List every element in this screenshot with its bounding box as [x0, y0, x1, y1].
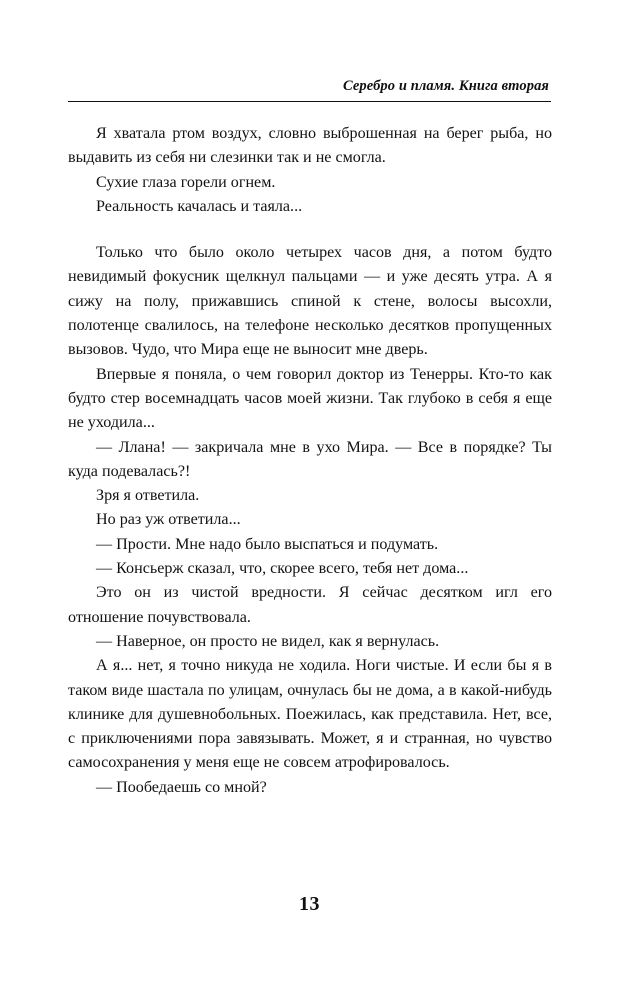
- paragraph: Зря я ответила.: [96, 487, 200, 505]
- paragraph: — Прости. Мне надо было выспаться и подумать.: [96, 535, 439, 553]
- body-text: [68, 122, 552, 800]
- header-divider: [68, 101, 551, 102]
- paragraph: Сухие глаза горели огнем.: [96, 173, 276, 191]
- paragraph: Реальность качалась и таяла...: [96, 197, 303, 215]
- page-header: [68, 78, 551, 102]
- paragraph: — Ллана! — закричала мне в ухо Мира. — Все в порядке? Ты куда подевалась?!: [68, 438, 552, 480]
- paragraph: Я хватала ртом воздух, словно выброшенная на берег рыба, но выдавить из себя ни слезинки так и не смогла.: [68, 125, 552, 167]
- paragraph: Это он из чистой вредности. Я сейчас десятком игл его отношение почувствовала.: [68, 584, 552, 626]
- running-title: Серебро и пламя. Книга вторая: [342, 78, 549, 94]
- paragraph: Впервые я поняла, о чем говорил доктор из Тенерры. Кто-то как будто стер восемнадцать часов моей жизни. Так глубоко в себя я еще не уходила...: [68, 365, 552, 432]
- page-number: 13: [299, 893, 320, 915]
- paragraph: А я... нет, я точно никуда не ходила. Ноги чистые. И если бы я в таком виде шастала по улицам, очнулась бы не дома, а в какой-нибудь клинике для душевнобольных. Поежилась, как представила. Нет, все, с приключениями пора завязывать. Может, я и странная, но чувство самосохранения у меня еще не совсем атрофировалось.: [68, 657, 552, 772]
- paragraph: Но раз уж ответила...: [96, 511, 241, 529]
- paragraph: Только что было около четырех часов дня, а потом будто невидимый фокусник щелкнул пальцами — и уже десять утра. А я сижу на полу, прижавшись спиной к стене, волосы высохли, полотенце свалилось, на телефоне несколько десятков пропущенных вызовов. Чудо, что Мира еще не выносит мне дверь.: [68, 244, 552, 359]
- paragraph: — Пообедаешь со мной?: [96, 778, 267, 796]
- paragraph: — Наверное, он просто не видел, как я вернулась.: [96, 632, 440, 650]
- paragraph: — Консьерж сказал, что, скорее всего, тебя нет дома...: [96, 560, 469, 578]
